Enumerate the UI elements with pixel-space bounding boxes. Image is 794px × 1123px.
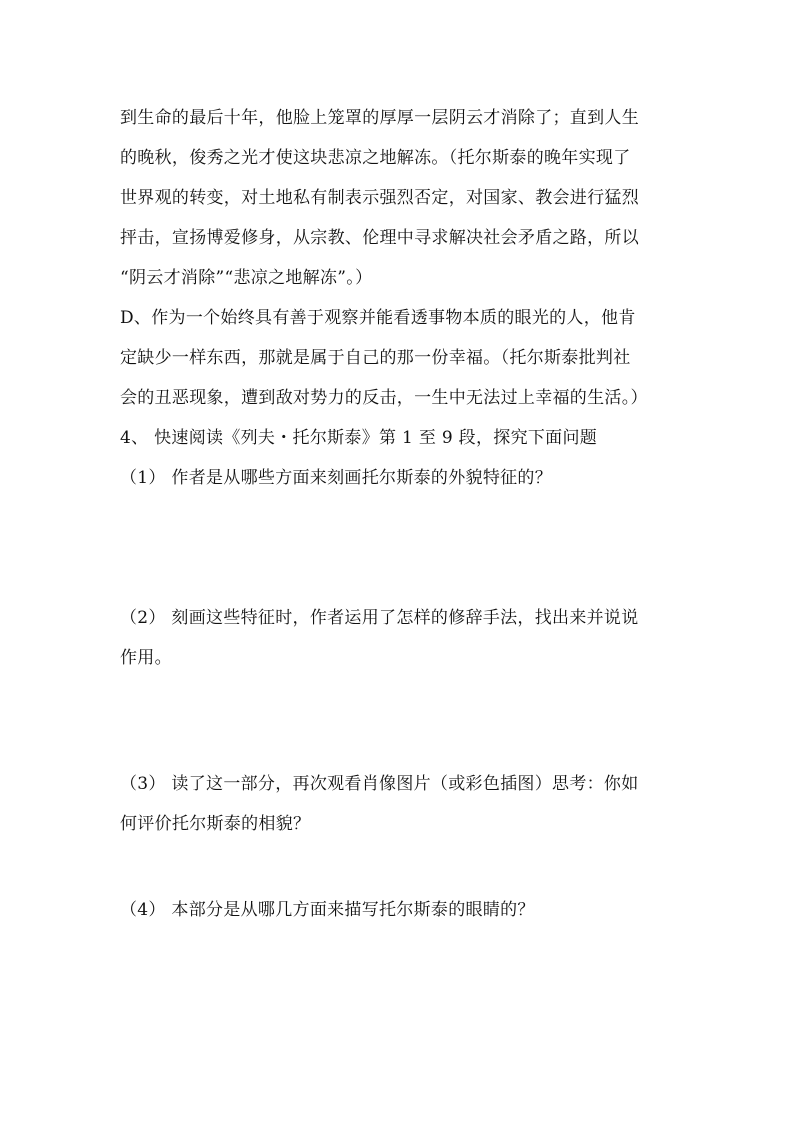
- question-4-sub-1: （1） 作者是从哪些方面来刻画托尔斯泰的外貌特征的？: [120, 468, 553, 488]
- paragraph-c-line-2: 的晚秋，俊秀之光才使这块悲凉之地解冻。（托尔斯泰的晚年实现了: [120, 148, 631, 168]
- paragraph-c-line-1: 到生命的最后十年，他脸上笼罩的厚厚一层阴云才消除了；直到人生: [120, 108, 639, 128]
- paragraph-c-line-5: “阴云才消除”“悲凉之地解冻”。）: [120, 268, 373, 288]
- paragraph-d-line-1: D、作为一个始终具有善于观察并能看透事物本质的眼光的人，他肯: [120, 308, 636, 328]
- question-4-sub-4: （4） 本部分是从哪几方面来描写托尔斯泰的眼睛的？: [120, 900, 535, 920]
- question-4-sub-2-line-2: 作用。: [120, 648, 172, 668]
- paragraph-d-line-3: 会的丑恶现象，遭到敌对势力的反击，一生中无法过上幸福的生活。）: [120, 388, 648, 408]
- question-4-sub-3-line-2: 何评价托尔斯泰的相貌？: [120, 814, 311, 834]
- paragraph-c-line-4: 抨击，宣扬博爱修身，从宗教、伦理中寻求解决社会矛盾之路，所以: [120, 228, 639, 248]
- question-4-sub-2-line-1: （2） 刻画这些特征时，作者运用了怎样的修辞手法，找出来并说说: [120, 608, 639, 628]
- question-4-sub-3-line-1: （3） 读了这一部分，再次观看肖像图片（或彩色插图）思考：你如: [120, 774, 639, 794]
- question-4-heading: 4、 快速阅读《列夫・托尔斯泰》第 1 至 9 段，探究下面问题: [120, 428, 598, 448]
- paragraph-d-line-2: 定缺少一样东西，那就是属于自己的那一份幸福。（托尔斯泰批判社: [120, 348, 631, 368]
- paragraph-c-line-3: 世界观的转变，对土地私有制表示强烈否定，对国家、教会进行猛烈: [120, 188, 639, 208]
